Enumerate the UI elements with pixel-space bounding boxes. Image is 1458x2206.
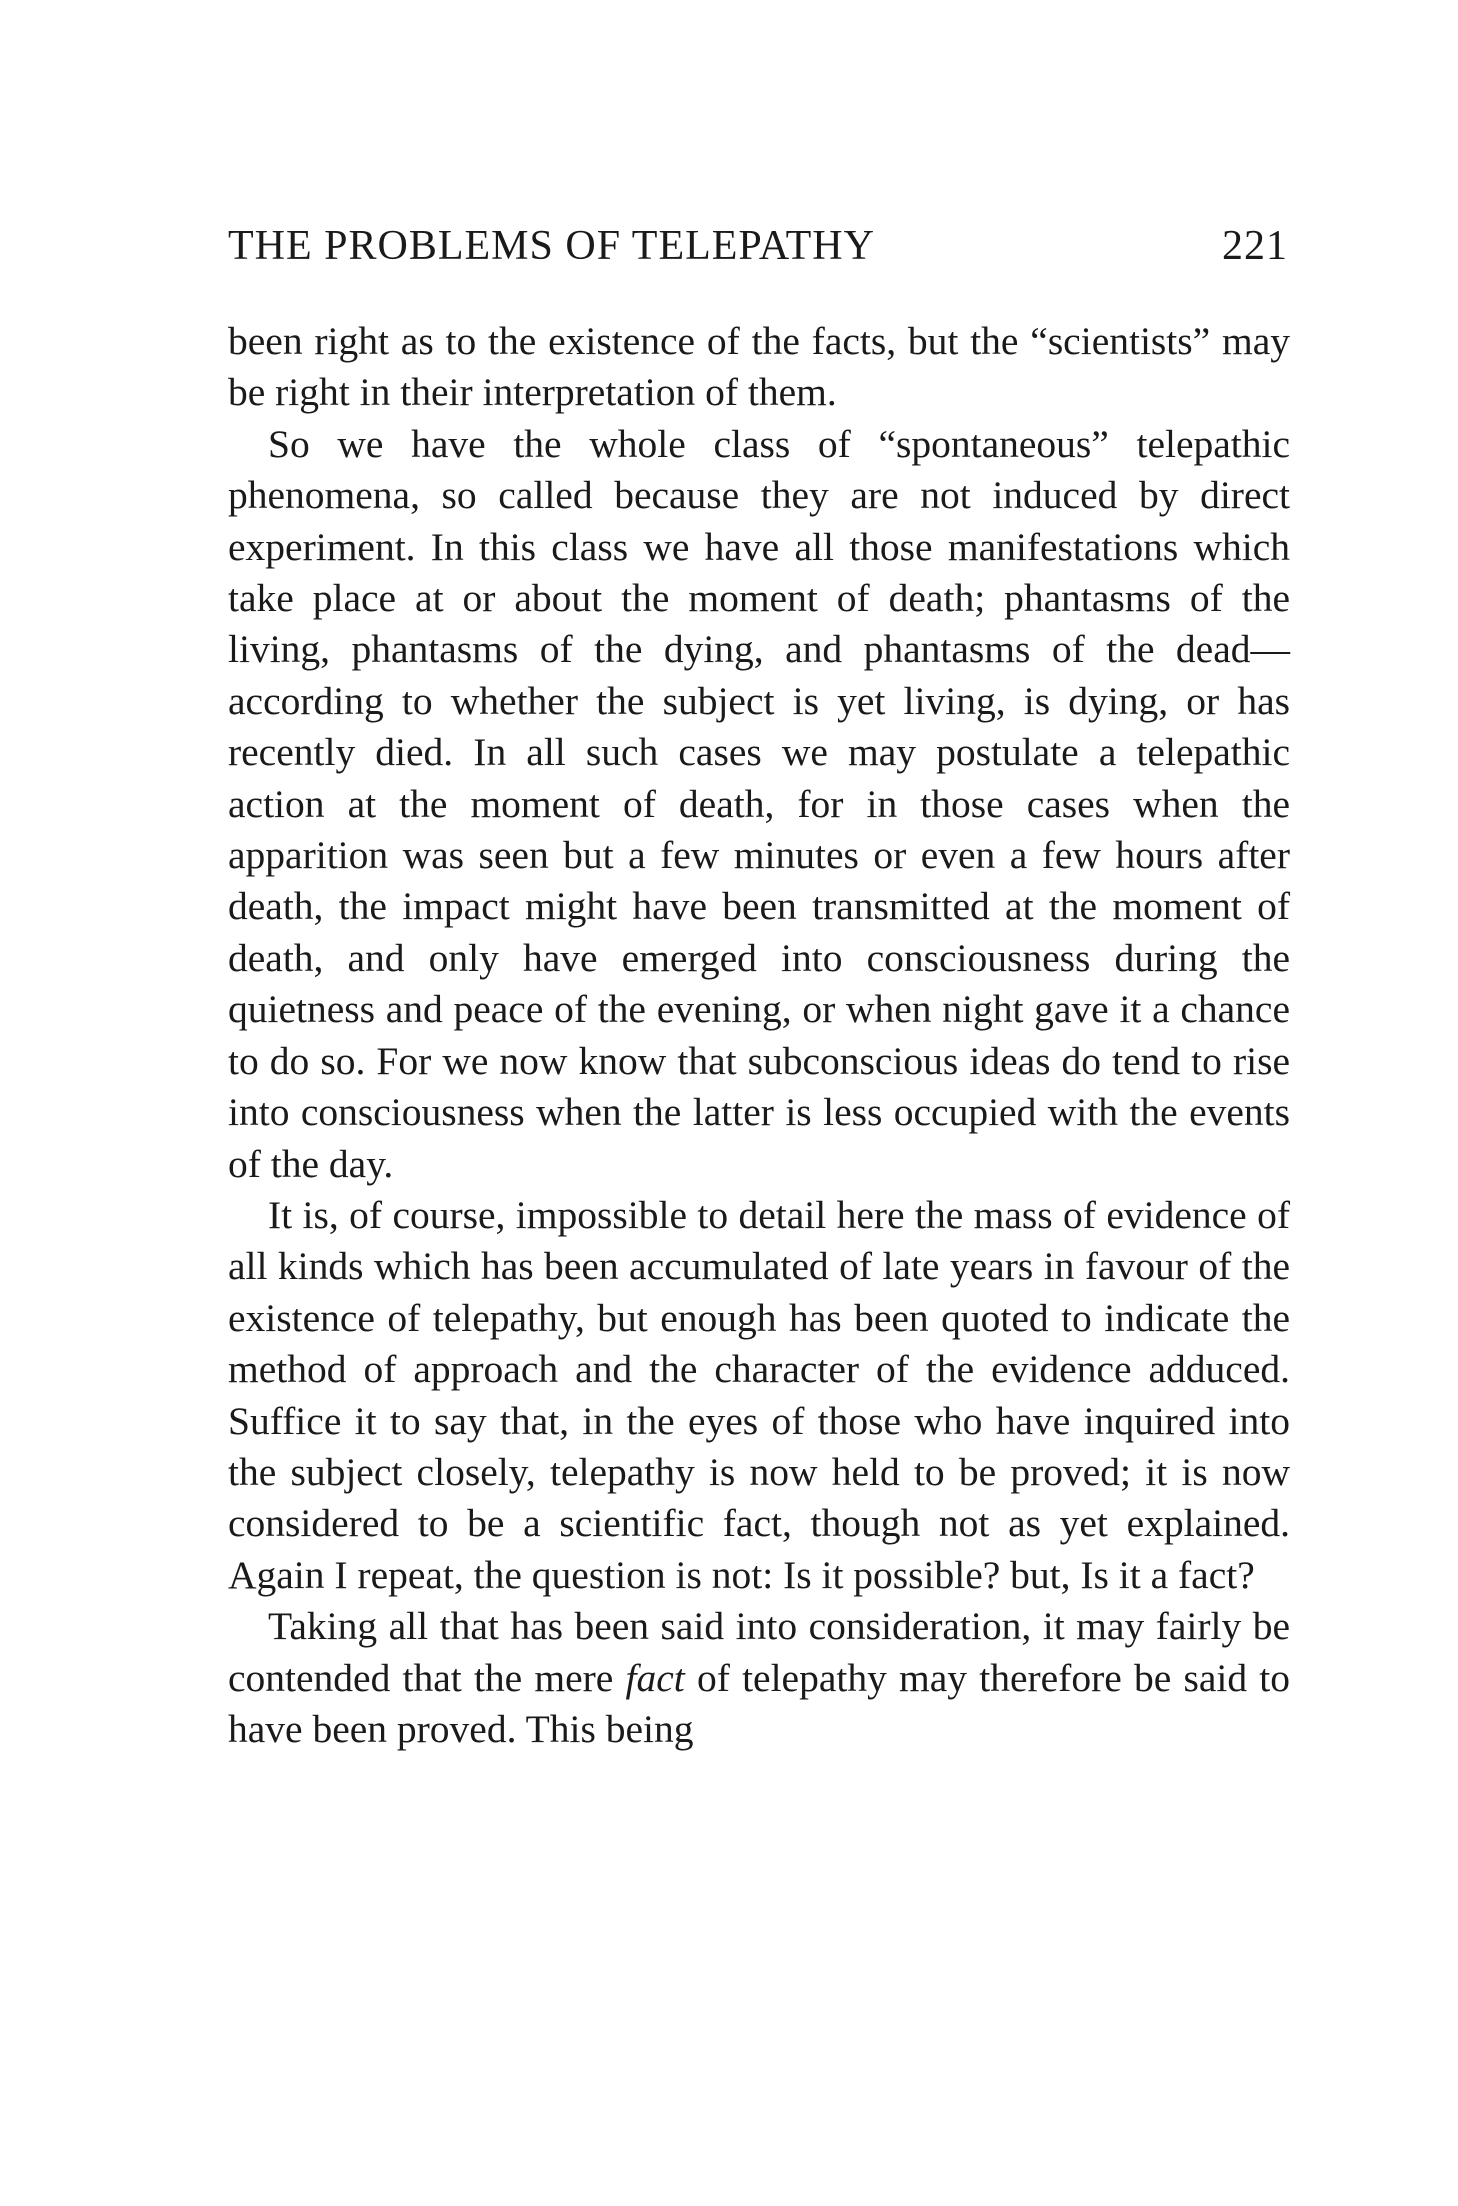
paragraph-evidence: It is, of course, impossible to detail here the mass of evidence of all kinds which has been accumulated of late years in favour of the existence of telepathy, but enough has been quoted to indicate the method of approach and the character of the evidence adduced. Suffice it to say that, in the eyes of those who have inquired into the subject closely, telepathy is now held to be proved; it is now considered to be a scientific fact, though not as yet explained. Again I repeat, the question is not: Is it possible? but, Is it a fact?: [228, 1192, 1290, 1597]
page-number: 221: [1222, 223, 1288, 269]
emphasis-fact: fact: [625, 1655, 685, 1700]
paragraph-conclusion: [228, 1601, 1290, 1755]
running-title: THE PROBLEMS OF TELEPATHY: [228, 223, 875, 269]
conclusion-text-after: of telepathy may therefore be said to have been proved. This being: [228, 1655, 1290, 1751]
running-head: [228, 222, 1288, 282]
paragraph-spontaneous-phenomena: So we have the whole class of “spontaneous” telepathic phenomena, so called because they are not induced by direct experiment. In this class we have all those manifestations which take place at or about the moment of death; phantasms of the living, phantasms of the dying, and phantasms of the dead—according to whether the subject is yet living, is dying, or has recently died. In all such cases we may postulate a telepathic action at the moment of death, for in those cases when the apparition was seen but a few minutes or even a few hours after death, the impact might have been transmitted at the moment of death, and only have emerged into consciousness during the quietness and peace of the evening, or when night gave it a chance to do so. For we now know that subconscious ideas do tend to rise into consciousness when the latter is less occupied with the events of the day.: [228, 421, 1290, 1186]
body-text: [228, 316, 1290, 1755]
conclusion-text-before: Taking all that has been said into consideration, it may fairly be contended that the mere: [228, 1604, 1290, 1700]
paragraph-continuation: been right as to the existence of the facts, but the “scientists” may be right in their interpretation of them.: [228, 319, 1290, 415]
